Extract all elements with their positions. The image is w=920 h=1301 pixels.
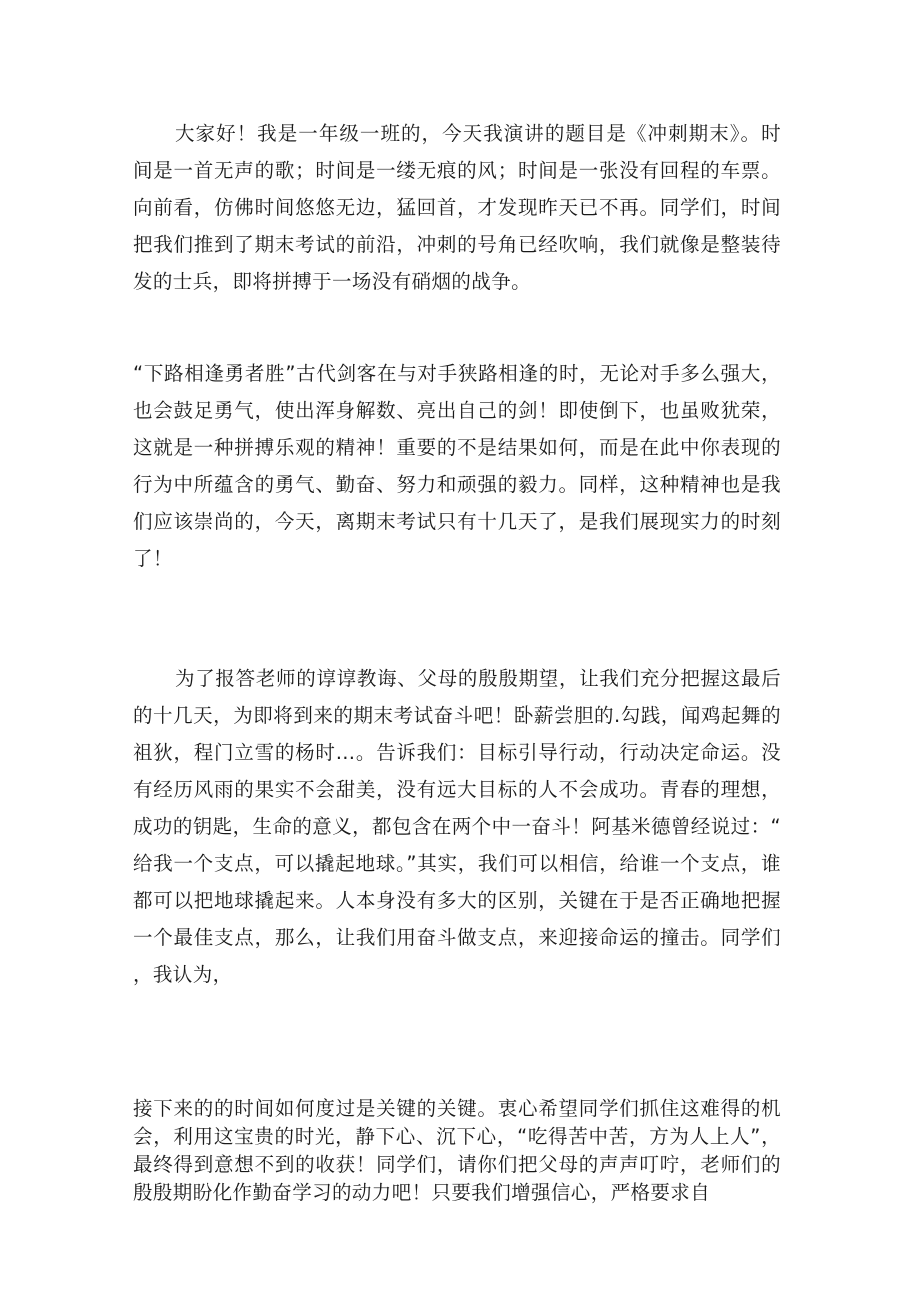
paragraph-fulcrum: 为了报答老师的谆谆教诲、父母的殷殷期望，让我们充分把握这最后的十几天，为即将到来的期末考试奋斗吧！卧薪尝胆的.勾践，闻鸡起舞的祖狄，程门立雪的杨时…。告诉我们：目标引导行动，行动决定命运。没有经历风雨的果实不会甜美，没有远大目标的人不会成功。青春的理想，成功的钥匙，生命的意义，都包含在两个中一奋斗！阿基米德曾经说过：“给我一个支点，可以撬起地球。”其实，我们可以相信，给谁一个支点，谁都可以把地球撬起来。人本身没有多大的区别，关键在于是否正确地把握一个最佳支点，那么，让我们用奋斗做支点，来迎接命运的撞击。同学们，我认为， (133, 667, 781, 986)
paragraph-brave-spirit: “下路相逢勇者胜”古代剑客在与对手狭路相逢的时，无论对手多么强大，也会鼓足勇气，使出浑身解数、亮出自己的剑！即使倒下，也虽败犹荣，这就是一种拼搏乐观的精神！重要的不是结果如何，而是在此中你表现的行为中所蕴含的勇气、勤奋、努力和顽强的毅力。同样，这种精神也是我们应该崇尚的，今天，离期末考试只有十几天了，是我们展现实力的时刻了！ (133, 362, 781, 570)
paragraph-closing: 接下来的的时间如何度过是关键的关键。衷心希望同学们抓住这难得的机会，利用这宝贵的时光，静下心、沉下心，“吃得苦中苦，方为人上人”，最终得到意想不到的收获！同学们，请你们把父母的声声叮咛，老师们的殷殷期盼化作勤奋学习的动力吧！只要我们增强信心，严格要求自 (133, 1097, 781, 1204)
paragraph-opening: 大家好！我是一年级一班的，今天我演讲的题目是《冲刺期末》。时间是一首无声的歌；时间是一缕无痕的风；时间是一张没有回程的车票。向前看，仿佛时间悠悠无边，猛回首，才发现昨天已不再。同学们，时间把我们推到了期末考试的前沿，冲刺的号角已经吹响，我们就像是整装待发的士兵，即将拼搏于一场没有硝烟的战争。 (133, 122, 781, 293)
